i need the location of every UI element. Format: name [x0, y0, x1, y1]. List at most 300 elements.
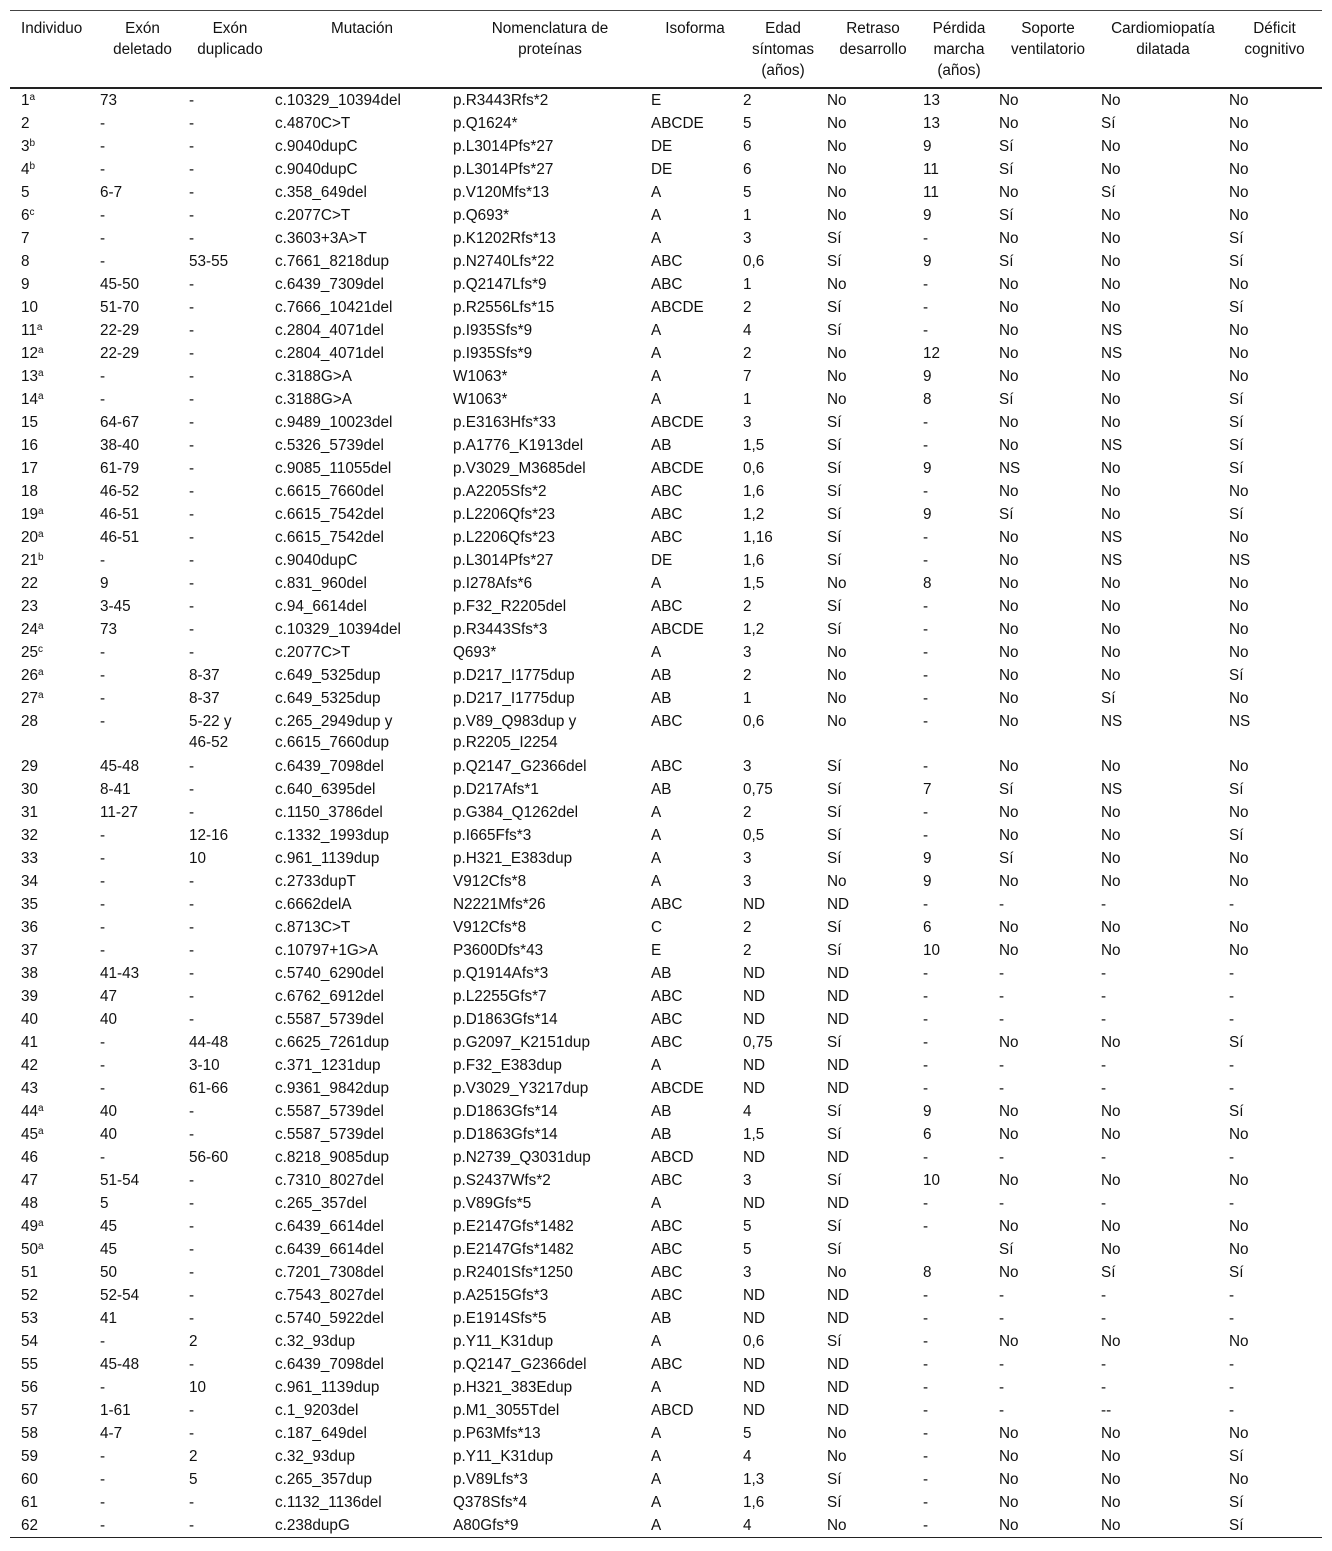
table-cell: ABCDE	[651, 1080, 704, 1097]
table-cell: 3	[743, 850, 752, 867]
table-cell: 9	[923, 506, 932, 523]
table-cell: No	[827, 138, 847, 155]
table-cell: c.5740_6290del	[275, 965, 384, 982]
table-cell: No	[1229, 92, 1249, 109]
table-cell: 51-54	[100, 1172, 140, 1189]
footnote-marker: a	[38, 529, 44, 540]
individuo-id: 46	[21, 1149, 39, 1166]
cell-individuo	[10, 204, 98, 227]
individuo-id: 3	[21, 138, 30, 155]
table-cell: Sí	[999, 850, 1014, 867]
table-cell: -	[189, 437, 195, 454]
cell-individuo	[10, 296, 98, 319]
table-cell: 61-66	[189, 1080, 229, 1097]
table-cell: A	[651, 575, 662, 592]
table-cell: Sí	[827, 598, 842, 615]
footnote-marker: a	[38, 1126, 44, 1137]
column-header: Exón duplicado	[187, 11, 273, 89]
cell-individuo	[10, 319, 98, 342]
table-cell: -	[189, 621, 195, 638]
table-cell: No	[1101, 138, 1121, 155]
cell-individuo	[10, 916, 98, 939]
table-cell: -	[1229, 965, 1235, 982]
table-cell: -	[1101, 1057, 1107, 1074]
table-cell: c.961_1139dup	[275, 850, 380, 867]
table-cell: No	[1101, 368, 1121, 385]
table-cell: A	[651, 1379, 662, 1396]
table-cell: 12	[923, 345, 941, 362]
individuo-id: 11	[21, 322, 37, 339]
table-cell: ABC	[651, 506, 683, 523]
table-cell: c.10329_10394del	[275, 621, 401, 638]
table-cell: p.E2147Gfs*1482	[453, 1218, 574, 1235]
table-cell: 56-60	[189, 1149, 229, 1166]
table-cell: E	[651, 942, 662, 959]
table-cell: c.5740_5922del	[275, 1310, 384, 1327]
table-row	[10, 572, 1322, 595]
table-cell: A	[651, 368, 662, 385]
table-cell: 9	[923, 207, 932, 224]
table-row	[10, 388, 1322, 411]
table-cell: -	[189, 299, 195, 316]
table-cell: p.V89_Q983dup y p.R2205_I2254	[453, 713, 577, 751]
table-row	[10, 296, 1322, 319]
individuo-id: 4	[21, 161, 30, 178]
table-cell: No	[999, 919, 1019, 936]
individuo-id: 33	[21, 850, 39, 867]
table-cell: -	[189, 506, 195, 523]
table-cell: 41	[100, 1310, 118, 1327]
table-cell: No	[1101, 621, 1121, 638]
table-cell: -	[189, 115, 195, 132]
table-cell: -	[923, 988, 929, 1005]
table-row	[10, 870, 1322, 893]
table-cell: A	[651, 804, 662, 821]
table-cell: Sí	[999, 781, 1014, 798]
table-cell: -	[923, 322, 929, 339]
table-cell: 5	[189, 1471, 198, 1488]
table-cell: -	[189, 1287, 195, 1304]
table-cell: 3	[743, 230, 752, 247]
table-cell: Sí	[827, 758, 842, 775]
table-cell: p.I665Ffs*3	[453, 827, 532, 844]
table-cell: No	[1229, 598, 1249, 615]
table-cell: Sí	[1229, 1034, 1244, 1051]
cell-individuo	[10, 778, 98, 801]
table-cell: c.2804_4071del	[275, 345, 384, 362]
table-cell: No	[999, 598, 1019, 615]
table-cell: -	[100, 161, 106, 178]
table-cell: c.7310_8027del	[275, 1172, 384, 1189]
table-cell: -	[923, 1494, 929, 1511]
table-cell: -	[189, 1356, 195, 1373]
table-cell: c.649_5325dup	[275, 690, 381, 707]
table-cell: c.3188G>A	[275, 368, 352, 385]
table-cell: -	[189, 1195, 195, 1212]
table-row	[10, 1054, 1322, 1077]
table-cell: A	[651, 1471, 662, 1488]
table-cell: -	[189, 184, 195, 201]
table-cell: 64-67	[100, 414, 140, 431]
table-cell: c.6615_7660del	[275, 483, 384, 500]
table-cell: ABC	[651, 988, 683, 1005]
table-cell: -	[189, 483, 195, 500]
table-cell: ND	[827, 1080, 850, 1097]
table-cell: -	[189, 230, 195, 247]
table-cell: No	[999, 322, 1019, 339]
table-cell: No	[1101, 758, 1121, 775]
table-cell: c.2733dupT	[275, 873, 356, 890]
individuo-id: 10	[21, 299, 39, 316]
individuo-id: 40	[21, 1011, 39, 1028]
table-cell: No	[827, 644, 847, 661]
table-cell: 1	[743, 276, 752, 293]
table-cell: -	[923, 598, 929, 615]
cell-individuo	[10, 1468, 98, 1491]
table-cell: No	[1229, 368, 1249, 385]
table-row	[10, 181, 1322, 204]
table-cell: p.K1202Rfs*13	[453, 230, 556, 247]
table-cell: p.Q2147_G2366del	[453, 1356, 587, 1373]
table-row	[10, 1422, 1322, 1445]
cell-individuo	[10, 595, 98, 618]
table-cell: -	[1229, 1356, 1235, 1373]
table-cell: -	[1229, 1402, 1235, 1419]
table-cell: ND	[743, 1149, 766, 1166]
table-cell: p.Q1624*	[453, 115, 518, 132]
table-cell: -	[189, 92, 195, 109]
table-cell: No	[999, 414, 1019, 431]
cell-individuo	[10, 1422, 98, 1445]
table-cell: 9	[100, 575, 109, 592]
individuo-id: 15	[21, 414, 39, 431]
table-cell: No	[1101, 644, 1121, 661]
cell-individuo	[10, 480, 98, 503]
table-cell: No	[999, 92, 1019, 109]
table-row	[10, 939, 1322, 962]
table-cell: -	[923, 1333, 929, 1350]
table-cell: No	[827, 276, 847, 293]
table-cell: No	[827, 575, 847, 592]
table-cell: Sí	[999, 253, 1014, 270]
header-row	[10, 11, 1322, 89]
table-row	[10, 618, 1322, 641]
table-cell: No	[1229, 942, 1249, 959]
table-cell: No	[1229, 873, 1249, 890]
table-row	[10, 641, 1322, 664]
column-header: Déficit cognitivo	[1227, 11, 1322, 89]
table-cell: -	[189, 1264, 195, 1281]
table-cell: -	[189, 391, 195, 408]
table-cell: Sí	[1229, 299, 1244, 316]
table-row	[10, 319, 1322, 342]
table-cell: c.3603+3A>T	[275, 230, 367, 247]
table-cell: 13	[923, 92, 941, 109]
cell-individuo	[10, 1192, 98, 1215]
individuo-id: 39	[21, 988, 39, 1005]
individuo-id: 56	[21, 1379, 39, 1396]
table-cell: -	[923, 1011, 929, 1028]
table-cell: Sí	[827, 1126, 842, 1143]
table-cell: 8-41	[100, 781, 131, 798]
table-cell: ABC	[651, 483, 683, 500]
table-cell: p.Q2147_G2366del	[453, 758, 587, 775]
table-row	[10, 227, 1322, 250]
footnote-marker: a	[38, 368, 44, 379]
table-cell: ND	[827, 988, 850, 1005]
table-cell: No	[999, 1034, 1019, 1051]
table-cell: 6	[923, 919, 932, 936]
table-cell: c.32_93dup	[275, 1333, 355, 1350]
table-cell: A	[651, 1057, 662, 1074]
table-cell: AB	[651, 781, 672, 798]
table-cell: C	[651, 919, 663, 936]
table-cell: Sí	[1229, 460, 1244, 477]
table-cell: Sí	[1227, 1514, 1322, 1538]
individuo-id: 54	[21, 1333, 39, 1350]
table-cell: c.6439_7098del	[275, 1356, 384, 1373]
cell-individuo	[10, 88, 98, 112]
table-cell: No	[1101, 1471, 1121, 1488]
table-cell: Sí	[827, 1034, 842, 1051]
table-cell: -	[923, 690, 929, 707]
table-cell: -	[923, 1080, 929, 1097]
table-cell: 8-37	[189, 690, 220, 707]
table-cell: AB	[651, 1103, 672, 1120]
table-cell: 22-29	[100, 322, 140, 339]
table-cell: -	[100, 391, 106, 408]
table-cell: No	[999, 299, 1019, 316]
table-cell: p.G384_Q1262del	[453, 804, 579, 821]
table-cell: -	[189, 322, 195, 339]
table-row	[10, 1169, 1322, 1192]
table-cell: No	[999, 575, 1019, 592]
table-cell: Sí	[1229, 667, 1244, 684]
column-header: Nomenclatura de proteínas	[451, 11, 649, 89]
table-cell: A	[651, 873, 662, 890]
table-cell: No	[1229, 621, 1249, 638]
table-cell: No	[1229, 322, 1249, 339]
table-cell: AB	[651, 1126, 672, 1143]
individuo-id: 21	[21, 552, 39, 569]
table-cell: c.371_1231dup	[275, 1057, 381, 1074]
table-cell: 9	[923, 460, 932, 477]
table-cell: 1,5	[743, 1126, 765, 1143]
table-row	[10, 503, 1322, 526]
table-cell: 0,75	[743, 781, 773, 798]
table-cell: Sí	[827, 253, 842, 270]
table-cell: NS	[1229, 552, 1251, 569]
table-cell: Sí	[827, 1103, 842, 1120]
table-cell: ABCD	[651, 1149, 694, 1166]
table-cell: No	[1229, 1218, 1249, 1235]
cell-individuo	[10, 870, 98, 893]
table-cell: A	[651, 345, 662, 362]
table-cell: 41-43	[100, 965, 140, 982]
table-cell: No	[1229, 919, 1249, 936]
cell-individuo	[10, 135, 98, 158]
table-cell: -	[999, 988, 1005, 1005]
table-cell: -	[100, 552, 106, 569]
table-cell: ND	[827, 1402, 850, 1419]
table-cell: -	[1101, 896, 1107, 913]
table-cell: ND	[743, 965, 766, 982]
cell-individuo	[10, 1399, 98, 1422]
table-cell: c.6662delA	[275, 896, 352, 913]
table-cell: NS	[999, 460, 1021, 477]
table-cell: -	[100, 1471, 106, 1488]
individuo-id: 13	[21, 368, 39, 385]
table-cell: No	[827, 667, 847, 684]
table-cell: 46-51	[100, 529, 140, 546]
table-cell: Sí	[827, 1471, 842, 1488]
table-cell: Sí	[827, 460, 842, 477]
table-cell: No	[1229, 575, 1249, 592]
table-cell: Sí	[1229, 253, 1244, 270]
table-cell: -	[923, 1034, 929, 1051]
table-cell: -	[1229, 1195, 1235, 1212]
table-row	[10, 250, 1322, 273]
table-cell: ND	[743, 1356, 766, 1373]
table-cell: 46-51	[100, 506, 140, 523]
table-cell: No	[999, 644, 1019, 661]
cell-individuo	[10, 411, 98, 434]
cell-individuo	[10, 549, 98, 572]
table-cell: 6	[743, 161, 752, 178]
table-cell: Sí	[999, 161, 1014, 178]
table-cell: 2	[743, 345, 752, 362]
table-cell: No	[999, 1218, 1019, 1235]
individuo-id: 42	[21, 1057, 39, 1074]
table-cell: -	[100, 1494, 106, 1511]
table-cell: 8	[923, 1264, 932, 1281]
table-cell: c.2077C>T	[275, 644, 351, 661]
column-header: Mutación	[273, 11, 451, 89]
table-cell: A	[651, 207, 662, 224]
individuo-id: 18	[21, 483, 39, 500]
cell-individuo	[10, 1491, 98, 1514]
table-cell: c.6439_7309del	[275, 276, 384, 293]
table-row	[10, 112, 1322, 135]
individuo-id: 23	[21, 598, 39, 615]
table-cell: No	[999, 690, 1019, 707]
table-cell: No	[1099, 1514, 1227, 1538]
individuo-id: 35	[21, 896, 39, 913]
table-cell: No	[1101, 598, 1121, 615]
table-cell: -	[999, 1149, 1005, 1166]
individuo-id: 41	[21, 1034, 39, 1051]
table-cell: No	[999, 1333, 1019, 1350]
table-cell: -	[923, 414, 929, 431]
individuo-id: 19	[21, 506, 39, 523]
table-cell: No	[999, 873, 1019, 890]
table-cell: 10	[189, 1379, 207, 1396]
table-cell: ND	[827, 1379, 850, 1396]
table-row	[10, 985, 1322, 1008]
table-cell: p.I935Sfs*9	[453, 322, 533, 339]
table-container	[10, 10, 1322, 1538]
table-cell: -	[189, 896, 195, 913]
table-cell: -	[923, 804, 929, 821]
table-cell: No	[1101, 873, 1121, 890]
cell-individuo	[10, 1215, 98, 1238]
table-cell: c.5587_5739del	[275, 1103, 384, 1120]
table-cell: c.831_960del	[275, 575, 367, 592]
table-cell: c.1150_3786del	[275, 804, 383, 821]
table-cell: A	[651, 322, 662, 339]
table-cell: No	[999, 1448, 1019, 1465]
table-cell: Sí	[827, 506, 842, 523]
table-cell: 3	[743, 758, 752, 775]
table-cell: Sí	[827, 1333, 842, 1350]
table-cell: p.R3443Rfs*2	[453, 92, 549, 109]
table-cell: 6-7	[100, 184, 123, 201]
cell-individuo	[10, 801, 98, 824]
table-cell: No	[1229, 1172, 1249, 1189]
table-cell: -	[999, 1310, 1005, 1327]
table-cell: No	[825, 1514, 921, 1538]
footnote-marker: a	[38, 345, 44, 356]
table-cell: -	[923, 1425, 929, 1442]
table-cell: 8	[923, 391, 932, 408]
cell-individuo	[10, 618, 98, 641]
table-cell: No	[1101, 1241, 1121, 1258]
table-cell: A	[651, 644, 662, 661]
table-cell: No	[827, 92, 847, 109]
table-cell: p.V89Lfs*3	[453, 1471, 528, 1488]
table-cell: p.V3029_Y3217dup	[453, 1080, 589, 1097]
table-cell: No	[999, 1126, 1019, 1143]
table-cell: Sí	[1229, 230, 1244, 247]
table-cell: Sí	[827, 322, 842, 339]
table-cell: c.265_357del	[275, 1195, 367, 1212]
table-row	[10, 664, 1322, 687]
table-cell: ABC	[651, 1218, 683, 1235]
table-cell: -	[999, 1080, 1005, 1097]
table-cell: ND	[827, 1310, 850, 1327]
table-cell: -	[923, 644, 929, 661]
table-row	[10, 1307, 1322, 1330]
table-row	[10, 1238, 1322, 1261]
table-cell: c.7201_7308del	[275, 1264, 384, 1281]
table-row	[10, 457, 1322, 480]
individuo-id: 38	[21, 965, 39, 982]
table-cell: -	[189, 529, 195, 546]
footnote-marker: a	[36, 322, 43, 333]
table-cell: -	[1101, 1195, 1107, 1212]
table-cell: Sí	[1229, 437, 1244, 454]
table-cell: -	[100, 138, 106, 155]
table-cell: No	[1101, 506, 1121, 523]
table-cell: c.1_9203del	[275, 1402, 359, 1419]
table-cell: ABCDE	[651, 460, 704, 477]
table-cell: p.G2097_K2151dup	[453, 1034, 590, 1051]
individuo-id: 12	[21, 345, 39, 362]
table-row	[10, 755, 1322, 778]
table-cell: c.6625_7261dup	[275, 1034, 389, 1051]
table-cell: 1	[743, 690, 752, 707]
table-cell: Sí	[827, 1241, 842, 1258]
table-cell: 51-70	[100, 299, 140, 316]
table-cell: 7	[923, 781, 932, 798]
table-row	[10, 135, 1322, 158]
cell-individuo	[10, 158, 98, 181]
table-cell: 1,6	[743, 483, 765, 500]
table-cell: No	[1101, 804, 1121, 821]
table-cell: No	[999, 1103, 1019, 1120]
table-cell: -	[100, 368, 106, 385]
cell-individuo	[10, 273, 98, 296]
